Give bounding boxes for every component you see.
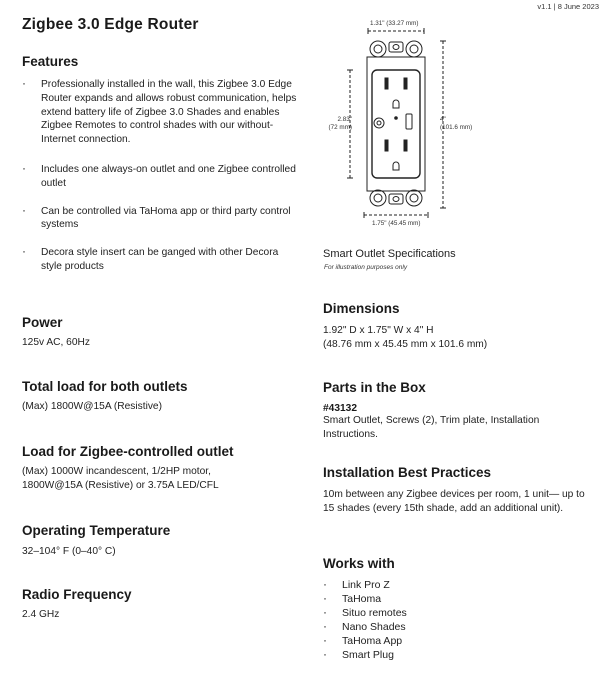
- works-with-item: · TaHoma: [323, 592, 588, 606]
- power-section: [22, 315, 297, 350]
- dimensions-heading: Dimensions: [323, 301, 400, 316]
- dim-right-height-in: 4": [440, 116, 446, 123]
- feature-item: · Decora style insert can be ganged with other Decora style products: [22, 246, 297, 274]
- operating-temp-heading: Operating Temperature: [22, 523, 171, 538]
- radio-section: [22, 587, 297, 622]
- parts-contents: Smart Outlet, Screws (2), Trim plate, Installation Instructions.: [323, 415, 540, 440]
- works-with-heading: Works with: [323, 556, 395, 571]
- works-with-list: [323, 578, 588, 662]
- spec-caption: Smart Outlet Specifications: [323, 248, 456, 260]
- works-with-item: · TaHoma App: [323, 634, 588, 648]
- feature-item: · Can be controlled via TaHoma app or third party control systems: [22, 205, 297, 233]
- zigbee-load-value: (Max) 1000W incandescent, 1/2HP motor, 1800W@15A (Resistive) or 3.75A LED/CFL: [22, 466, 219, 491]
- dim-right-height-mm: (101.6 mm): [440, 123, 473, 131]
- power-value: 125v AC, 60Hz: [22, 337, 90, 348]
- features-list: [22, 78, 297, 274]
- total-load-value: (Max) 1800W@15A (Resistive): [22, 401, 162, 412]
- dimensions-section: [323, 301, 588, 351]
- dim-left-height-mm: (72 mm): [328, 123, 352, 131]
- version-date: v1.1 | 8 June 2023: [537, 2, 599, 11]
- works-with-item: · Situo remotes: [323, 606, 588, 620]
- smart-outlet-diagram: [340, 26, 460, 222]
- parts-section: [323, 380, 588, 441]
- operating-temp-section: [22, 523, 297, 559]
- dimensions-line-1: 1.92" D x 1.75" W x 4" H: [323, 325, 434, 336]
- works-with-section: [323, 556, 588, 662]
- zigbee-load-heading: Load for Zigbee-controlled outlet: [22, 444, 234, 459]
- works-with-item: · Link Pro Z: [323, 578, 588, 592]
- page-title: Zigbee 3.0 Edge Router: [22, 16, 199, 33]
- dim-bottom-width: 1.75" (45.45 mm): [372, 220, 421, 227]
- install-heading: Installation Best Practices: [323, 465, 492, 480]
- install-text: 10m between any Zigbee devices per room, 1 unit— up to 15 shades (every 15th shade, add an additional unit).: [323, 489, 585, 514]
- zigbee-load-section: [22, 444, 272, 492]
- total-load-heading: Total load for both outlets: [22, 379, 188, 394]
- power-heading: Power: [22, 315, 63, 330]
- works-with-item: · Smart Plug: [323, 648, 588, 662]
- dim-left-height-in: 2.83": [337, 116, 352, 123]
- radio-heading: Radio Frequency: [22, 587, 132, 602]
- features-heading: Features: [22, 54, 79, 69]
- parts-heading: Parts in the Box: [323, 380, 426, 395]
- dim-top-width: 1.31" (33.27 mm): [370, 20, 419, 27]
- radio-value: 2.4 GHz: [22, 609, 60, 620]
- dimensions-line-2: (48.76 mm x 45.45 mm x 101.6 mm): [323, 338, 488, 350]
- part-number: #43132: [323, 403, 357, 414]
- total-load-section: [22, 379, 297, 414]
- works-with-item: · Nano Shades: [323, 620, 588, 634]
- install-section: [323, 465, 588, 515]
- operating-temp-value: 32–104° F (0–40° C): [22, 546, 116, 557]
- feature-item: · Professionally installed in the wall, this Zigbee 3.0 Edge Router expands and allows robust communication, helps extend battery life of Zigbee 3.0 Shades and enables Zigbee Remotes to control shades with our without-Internet connection.: [22, 78, 297, 147]
- spec-note: For illustration purposes only: [324, 264, 408, 271]
- feature-item: · Includes one always-on outlet and one Zigbee controlled outlet: [22, 163, 297, 191]
- features-section: [22, 54, 297, 288]
